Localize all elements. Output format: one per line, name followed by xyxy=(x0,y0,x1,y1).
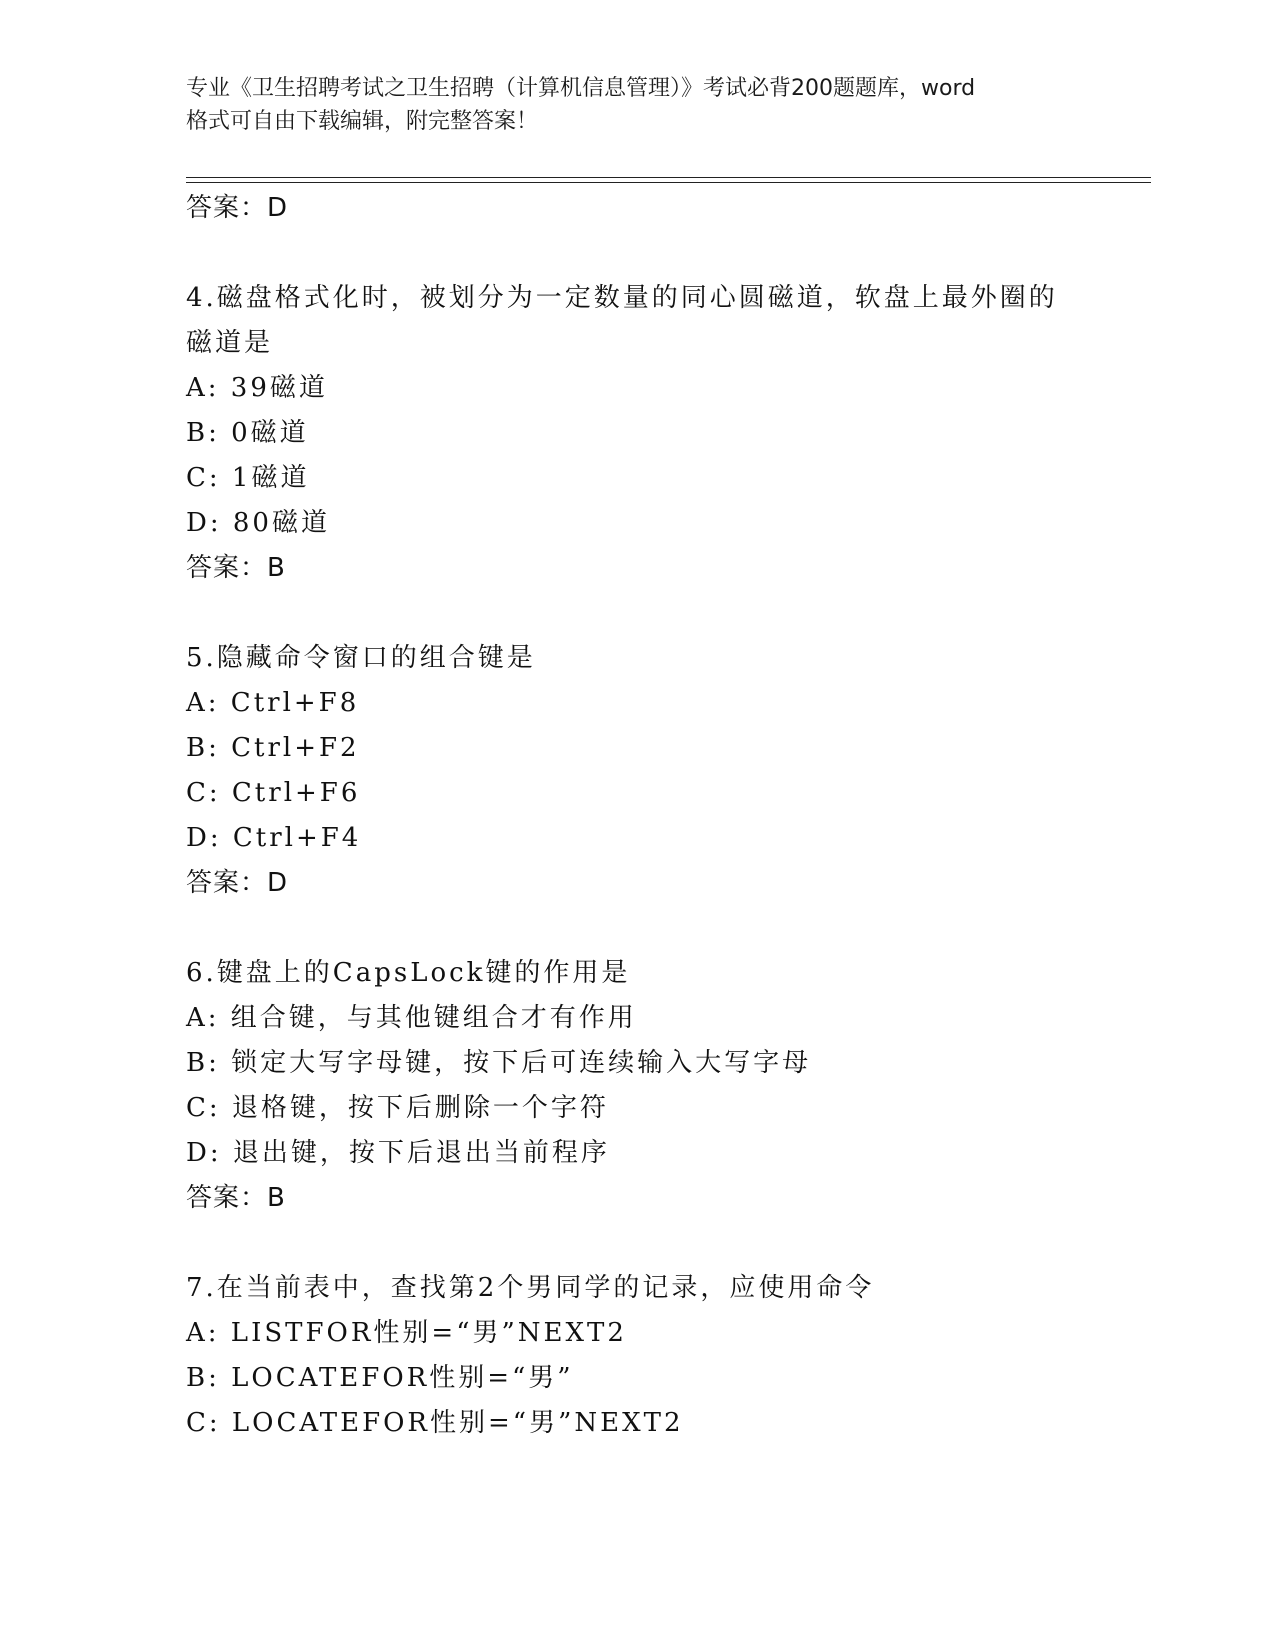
question-6-answer: 答案：B xyxy=(186,1183,286,1213)
question-6-option-b: B: 锁定大写字母键，按下后可连续输入大写字母 xyxy=(186,1048,812,1078)
question-4-option-d: D: 80磁道 xyxy=(186,508,330,538)
question-4-option-a: A: 39磁道 xyxy=(186,373,328,403)
question-4-option-b: B: 0磁道 xyxy=(186,418,309,448)
question-6-option-a: A: 组合键，与其他键组合才有作用 xyxy=(186,1003,637,1033)
header-line-1: 专业《卫生招聘考试之卫生招聘（计算机信息管理）》考试必背200题题库，word xyxy=(186,76,976,101)
question-5-stem: 5.隐藏命令窗口的组合键是 xyxy=(186,643,536,673)
question-5-option-c: C: Ctrl+F6 xyxy=(186,778,361,808)
question-4-option-c: C: 1磁道 xyxy=(186,463,310,493)
header-rule-bottom xyxy=(186,182,1151,183)
question-5-option-d: D: Ctrl+F4 xyxy=(186,823,362,853)
question-4-stem-line-2: 磁道是 xyxy=(186,328,274,358)
question-5-option-b: B: Ctrl+F2 xyxy=(186,733,360,763)
question-5-answer: 答案：D xyxy=(186,868,289,898)
question-6-option-c: C: 退格键，按下后删除一个字符 xyxy=(186,1093,609,1123)
question-4-stem-line-1: 4.磁盘格式化时，被划分为一定数量的同心圆磁道，软盘上最外圈的 xyxy=(186,283,1058,313)
answer-text: 答案：D xyxy=(186,193,289,223)
question-6-option-d: D: 退出键，按下后退出当前程序 xyxy=(186,1138,610,1168)
document-header xyxy=(186,72,1086,138)
header-line-2: 格式可自由下载编辑，附完整答案！ xyxy=(186,109,539,134)
question-7-option-c: C: LOCATEFOR性别=“男”NEXT2 xyxy=(186,1408,684,1438)
question-7-option-b: B: LOCATEFOR性别=“男” xyxy=(186,1363,574,1393)
question-7-option-a: A: LISTFOR性别=“男”NEXT2 xyxy=(186,1318,627,1348)
question-7-stem: 7.在当前表中，查找第2个男同学的记录，应使用命令 xyxy=(186,1273,875,1303)
header-rule-top xyxy=(186,177,1151,178)
question-4-answer: 答案：B xyxy=(186,553,286,583)
question-5-option-a: A: Ctrl+F8 xyxy=(186,688,360,718)
question-6-stem: 6.键盘上的CapsLock键的作用是 xyxy=(186,958,631,988)
